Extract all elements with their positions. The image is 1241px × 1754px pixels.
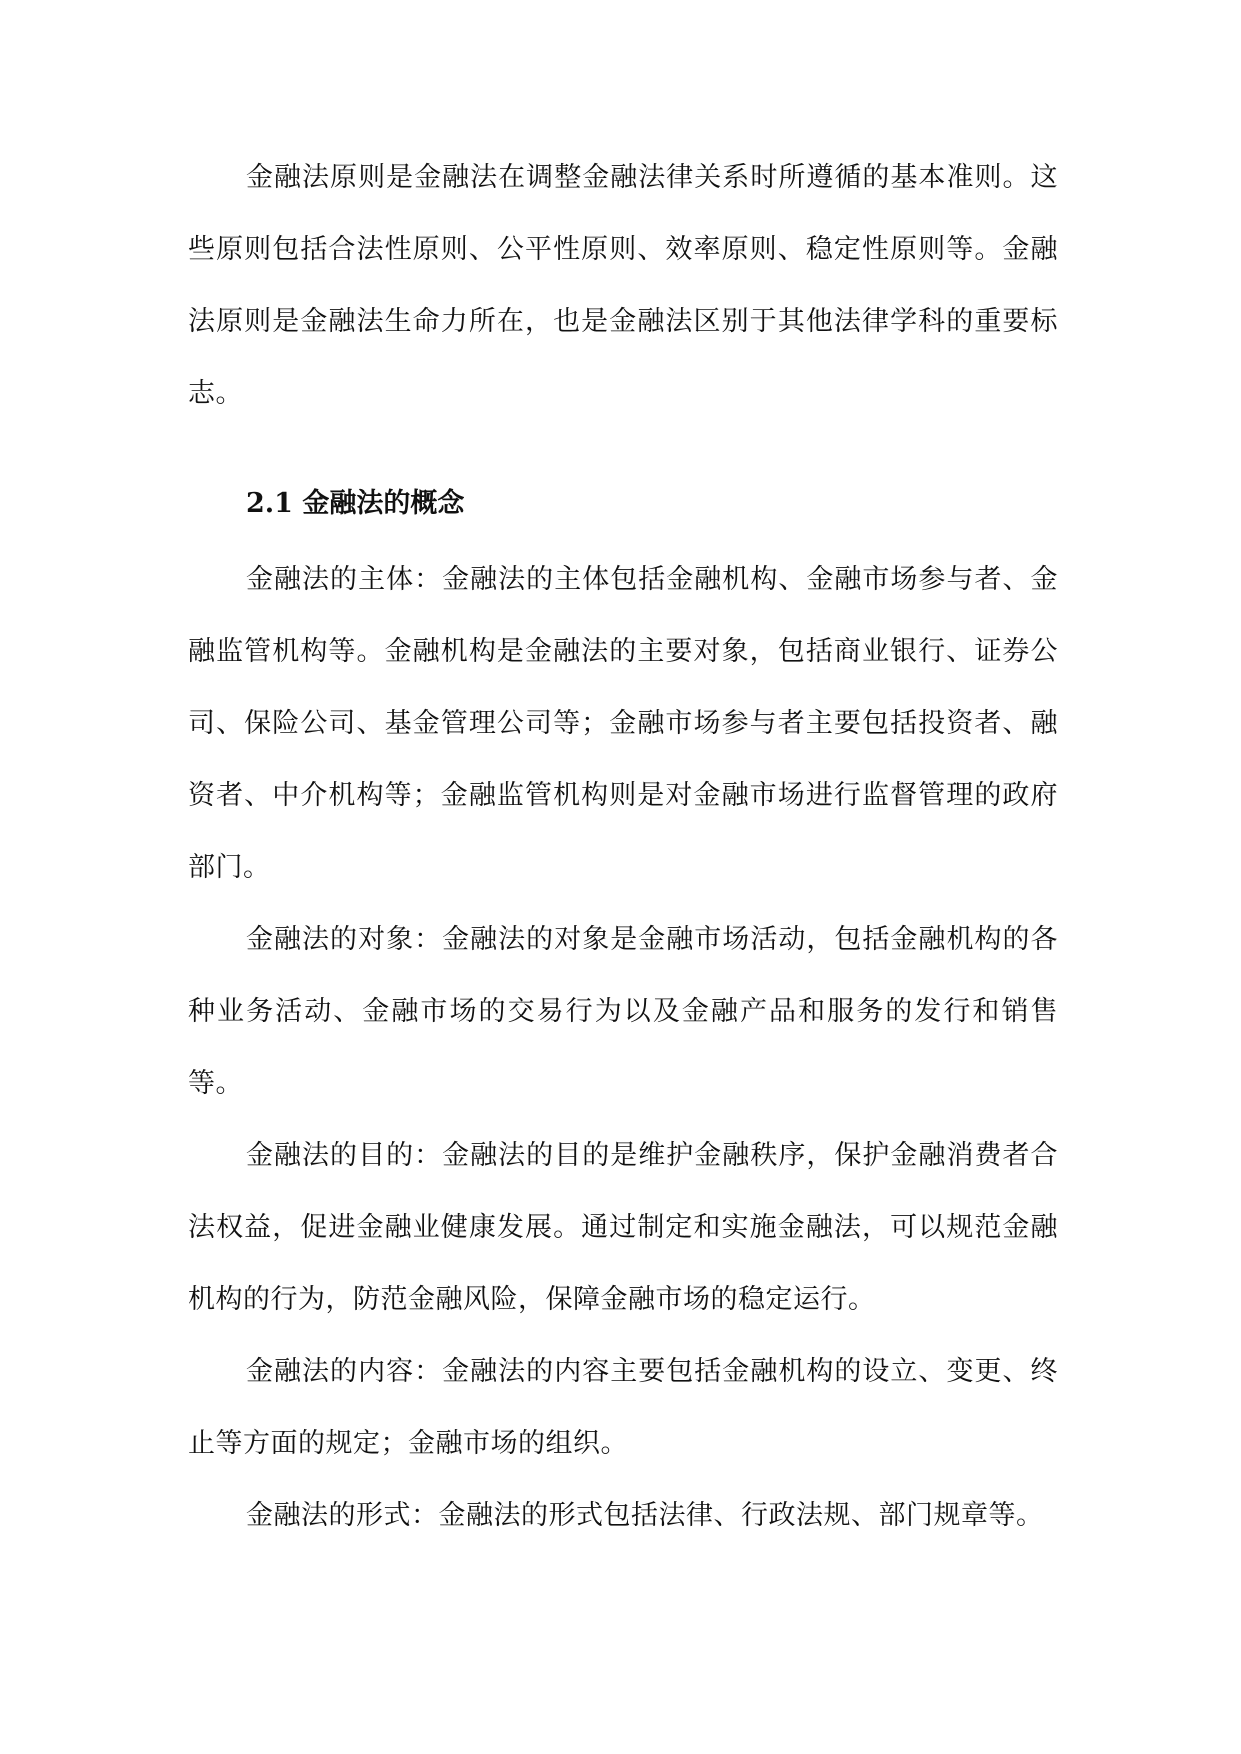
paragraph-form: 金融法的形式：金融法的形式包括法律、行政法规、部门规章等。: [246, 1500, 1044, 1531]
paragraph-content: 金融法的内容：金融法的内容主要包括金融机构的设立、变更、终止等方面的规定；金融市场的组织。: [188, 1356, 1058, 1459]
paragraph-object: 金融法的对象：金融法的对象是金融市场活动，包括金融机构的各种业务活动、金融市场的交易行为以及金融产品和服务的发行和销售等。: [188, 924, 1058, 1099]
section-heading: 2.1 金融法的概念: [246, 488, 465, 519]
document-body: [188, 142, 1058, 1552]
paragraph-subject: 金融法的主体：金融法的主体包括金融机构、金融市场参与者、金融监管机构等。金融机构是金融法的主要对象，包括商业银行、证券公司、保险公司、基金管理公司等；金融市场参与者主要包括投资者、融资者、中介机构等；金融监管机构则是对金融市场进行监督管理的政府部门。: [188, 564, 1058, 883]
paragraph-purpose: 金融法的目的：金融法的目的是维护金融秩序，保护金融消费者合法权益，促进金融业健康发展。通过制定和实施金融法，可以规范金融机构的行为，防范金融风险，保障金融市场的稳定运行。: [188, 1140, 1058, 1315]
intro-paragraph: 金融法原则是金融法在调整金融法律关系时所遵循的基本准则。这些原则包括合法性原则、公平性原则、效率原则、稳定性原则等。金融法原则是金融法生命力所在，也是金融法区别于其他法律学科的重要标志。: [188, 162, 1058, 409]
